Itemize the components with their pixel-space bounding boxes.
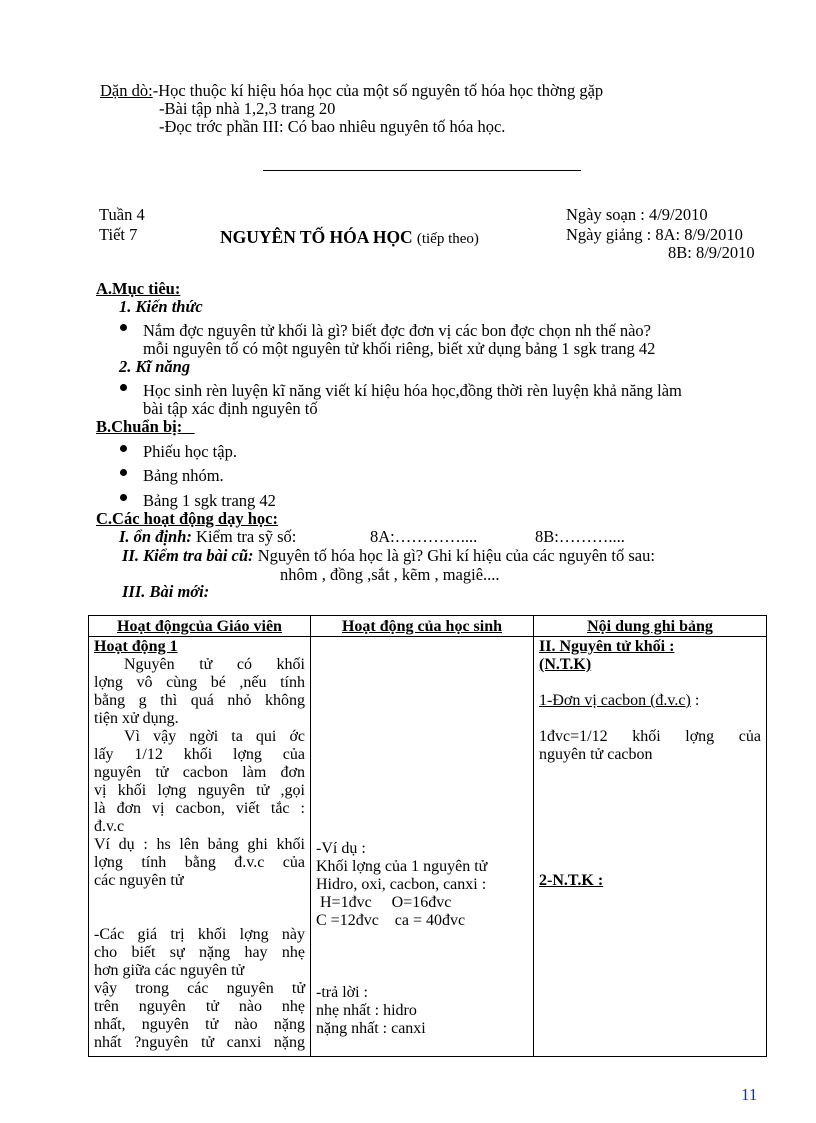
period-label: Tiết 7 <box>99 225 138 244</box>
col-teacher-header: Hoạt độngcủa Giáo viên <box>89 616 311 637</box>
student-text: Hidro, oxi, cacbon, canxi : <box>316 876 487 893</box>
divider-line <box>263 170 581 171</box>
board-unit-line: 1-Đơn vị cacbon (đ.v.c) : <box>539 692 700 709</box>
check-label: II. Kiểm tra bài cũ: <box>122 546 254 565</box>
teacher-text: lợng tính bằng đ.v.c của <box>94 854 305 871</box>
lesson-title-main: NGUYÊN TỐ HÓA HỌC <box>220 227 413 247</box>
homework-line-1 <box>100 81 603 101</box>
teacher-text: lợng vô cùng bé ,nếu tính <box>94 674 305 691</box>
homework-item-2: -Bài tập nhà 1,2,3 trang 20 <box>159 99 336 118</box>
preparation-item-1: Phiếu học tập. <box>143 442 237 461</box>
col-board-header: Nội dung ghi bảng <box>534 616 767 637</box>
prep-date: Ngày soạn : 4/9/2010 <box>566 205 708 224</box>
preparation-item-2: Bảng nhóm. <box>143 466 224 485</box>
teacher-text: cho biết sự nặng hay nhẹ <box>94 944 305 961</box>
teacher-text: Nguyên tử có khối <box>124 656 305 673</box>
skills-text-2: bài tập xác định nguyên tố <box>143 399 318 418</box>
bullet-icon <box>120 384 127 391</box>
teach-date-8b: 8B: 8/9/2010 <box>668 243 755 262</box>
board-text: nguyên tử cacbon <box>539 746 653 763</box>
preparation-item-3: Bảng 1 sgk trang 42 <box>143 491 276 510</box>
homework-item-3: -Đọc trớc phần III: Có bao nhiêu nguyên tố hóa học. <box>159 117 506 136</box>
board-section-abbrev: (N.T.K) <box>539 656 592 673</box>
teacher-text: đ.v.c <box>94 818 125 835</box>
table-header-row <box>89 616 767 637</box>
activity-heading: Hoạt động 1 <box>94 638 178 655</box>
student-text: nhẹ nhất : hidro <box>316 1002 417 1019</box>
lesson-table <box>88 615 767 1057</box>
check-text: Nguyên tố hóa học là gì? Ghi kí hiệu của các nguyên tố sau: <box>257 546 655 565</box>
knowledge-text-1: Nắm đợc nguyên tử khối là gì? biết đợc đơn vị các bon đợc chọn nh thế nào? <box>143 321 651 340</box>
knowledge-text-2: mỗi nguyên tố có một nguyên tử khối riêng, biết xử dụng bảng 1 sgk trang 42 <box>143 339 656 358</box>
student-text: -trả lời : <box>316 984 368 1001</box>
activities-heading: C.Các hoạt động dạy học: <box>96 509 278 528</box>
teacher-text: tiện xử dụng. <box>94 710 179 727</box>
knowledge-heading: 1. Kiến thức <box>119 297 203 316</box>
board-cell <box>534 637 767 1057</box>
teacher-text: nhất, nguyên tử nào nặng <box>94 1016 305 1033</box>
teacher-text: vị khối lợng nguyên tử ,gọi <box>94 782 305 799</box>
teacher-text: -Các giá trị khối lợng này <box>94 926 305 943</box>
bullet-icon <box>120 324 127 331</box>
bullet-icon <box>120 494 127 501</box>
stabilize-label: I. ổn định: <box>119 527 192 546</box>
teacher-cell <box>89 637 311 1057</box>
objectives-heading: A.Mục tiêu: <box>96 279 181 298</box>
stabilize-text: Kiểm tra sỹ số: <box>196 527 297 546</box>
teacher-text: trên nguyên tử nào nhẹ <box>94 998 305 1015</box>
student-text: -Ví dụ : <box>316 840 366 857</box>
new-lesson-heading: III. Bài mới: <box>122 582 210 601</box>
lesson-title <box>220 227 479 249</box>
lesson-title-suffix: (tiếp theo) <box>416 231 479 247</box>
student-text: Khối lợng của 1 nguyên tử <box>316 858 488 875</box>
page-number: 11 <box>741 1085 758 1104</box>
board-ntk-heading: 2-N.T.K : <box>539 872 604 889</box>
student-text: H=1đvc O=16đvc <box>316 894 452 911</box>
teacher-text: hơn giữa các nguyên tử <box>94 962 245 979</box>
skills-text-1: Học sinh rèn luyện kĩ năng viết kí hiệu hóa học,đồng thời rèn luyện khả năng làm <box>143 381 682 400</box>
board-section-heading: II. Nguyên tử khối : <box>539 638 675 655</box>
teacher-text: Vì vậy ngời ta qui ớc <box>124 728 305 745</box>
teacher-text: lấy 1/12 khối lợng của <box>94 746 305 763</box>
table-row <box>89 637 767 1057</box>
student-cell <box>311 637 534 1057</box>
class-a-attendance: 8A:………….... <box>370 527 478 546</box>
student-text: nặng nhất : canxi <box>316 1020 426 1037</box>
board-text: 1đvc=1/12 khối lợng của <box>539 728 761 745</box>
board-unit-heading: 1-Đơn vị cacbon (đ.v.c) <box>539 692 691 709</box>
skills-heading: 2. Kĩ năng <box>119 357 191 376</box>
homework-item-1: -Học thuộc kí hiệu hóa học của một số nguyên tố hóa học thờng gặp <box>152 81 604 100</box>
class-b-attendance: 8B:……….... <box>535 527 625 546</box>
bullet-icon <box>120 445 127 452</box>
bullet-icon <box>120 469 127 476</box>
student-text: C =12đvc ca = 40đvc <box>316 912 466 929</box>
homework-label: Dặn dò: <box>100 81 153 100</box>
preparation-heading: B.Chuẩn bị: <box>96 417 183 436</box>
teach-date: Ngày giảng : 8A: 8/9/2010 <box>566 225 743 244</box>
teacher-text: các nguyên tử <box>94 872 184 889</box>
stabilize-line <box>119 527 296 547</box>
teacher-text: vậy trong các nguyên tử <box>94 980 305 997</box>
check-line <box>122 546 655 566</box>
teacher-text: nguyên tử cacbon làm đơn <box>94 764 305 781</box>
col-student-header: Hoạt động của học sinh <box>311 616 534 637</box>
teacher-text: Ví dụ : hs lên bảng ghi khối <box>94 836 305 853</box>
teacher-text: bằng g thì quá nhỏ không <box>94 692 305 709</box>
check-elements: nhôm , đồng ,sắt , kẽm , magiê.... <box>280 565 500 584</box>
teacher-text: là đơn vị cacbon, viết tắc : <box>94 800 305 817</box>
week-label: Tuần 4 <box>99 205 145 224</box>
teacher-text: nhất ?nguyên tử canxi nặng <box>94 1034 305 1051</box>
